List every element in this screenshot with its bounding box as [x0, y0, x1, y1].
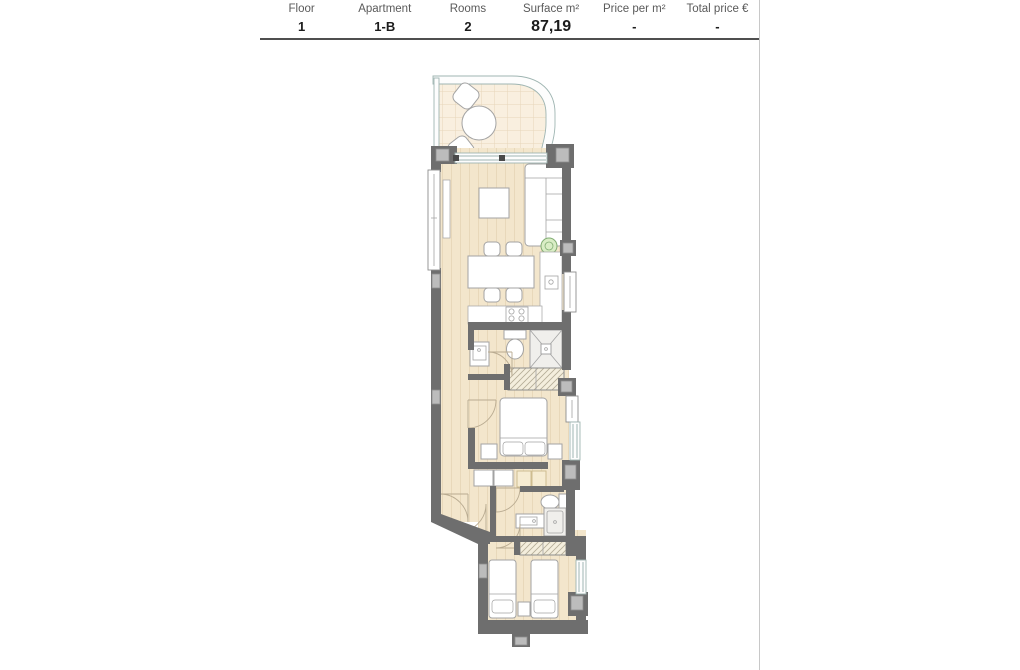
closet-cream [517, 471, 531, 487]
spec-price-m2-value: - [632, 19, 637, 34]
pillar [556, 148, 569, 162]
spec-total-price-label: Total price € [686, 3, 749, 15]
terrace-left-edge [434, 78, 439, 150]
sliding-door-handle [453, 155, 459, 161]
wall-bottom [478, 620, 588, 634]
dining-table [468, 256, 534, 288]
spec-total-price-value: - [715, 19, 720, 34]
pillar [436, 149, 449, 161]
wall-bath2-bottom [490, 536, 574, 542]
spec-price-m2-label: Price per m² [602, 3, 666, 15]
dressing-area [474, 470, 546, 487]
sideboard [443, 180, 450, 238]
pillar [571, 596, 583, 610]
wardrobe-2 [520, 540, 566, 555]
closet-white [474, 470, 493, 486]
nightstand [481, 444, 497, 459]
pillar [432, 274, 440, 288]
toilet-1-tank [504, 330, 526, 339]
coffee-table [479, 188, 509, 218]
wall-right [562, 166, 571, 244]
glazing-bedroom2 [576, 560, 586, 594]
spec-rooms-value: 2 [464, 19, 472, 34]
nightstand [518, 602, 530, 616]
spec-floor-label: Floor [288, 3, 315, 15]
pillar [563, 243, 573, 253]
pillow [534, 600, 555, 613]
pillar [432, 390, 440, 404]
toilet-1-bowl [507, 339, 524, 359]
kitchen-counter-right [540, 252, 562, 324]
wall-bedroom1-left [468, 428, 475, 466]
wall-bedroom1-bottom [468, 462, 548, 469]
wall-right-bath2 [566, 490, 575, 538]
spec-rooms-label: Rooms [449, 3, 487, 15]
wall-bath2-left [490, 486, 496, 542]
pillar [515, 637, 527, 645]
dining-chair [506, 288, 522, 302]
spec-apartment-value: 1-B [374, 19, 396, 34]
nightstand [548, 444, 562, 459]
wall-wardrobe2-stub [514, 540, 520, 555]
wall-right-bedroom2 [576, 536, 586, 562]
wall-bath1-top [468, 322, 571, 330]
spec-surface-label: Surface m² [522, 3, 580, 15]
wall-right [562, 256, 571, 274]
shower-1-drain [541, 344, 551, 354]
kitchen-counter-bottom [468, 306, 542, 324]
wall-right [562, 310, 571, 370]
pillar [561, 381, 572, 392]
plant [541, 238, 557, 254]
pillar [479, 564, 487, 578]
spec-surface-value: 87,19 [531, 18, 572, 35]
wall-wardrobe1-stub [504, 364, 510, 390]
wardrobe-1 [508, 368, 564, 390]
pillar [565, 465, 576, 479]
pillow [525, 442, 545, 455]
spec-floor-value: 1 [297, 19, 306, 34]
dining-chair [484, 288, 500, 302]
pillow [492, 600, 513, 613]
closet-cream [532, 471, 546, 487]
sofa [525, 164, 563, 246]
spec-apartment-label: Apartment [358, 3, 412, 15]
glazing-bedroom1 [570, 422, 580, 460]
wall-bath1-left [468, 330, 474, 350]
wall-bath2-top [520, 486, 564, 492]
toilet-2-bowl [541, 495, 559, 509]
wall-left-bedroom2 [478, 536, 488, 632]
sliding-door-handle [499, 155, 505, 161]
terrace-table [462, 106, 496, 140]
closet-white [494, 470, 513, 486]
dining-chair [484, 242, 500, 256]
pillow [503, 442, 523, 455]
dining-chair [506, 242, 522, 256]
wall-bath1-bottom [468, 374, 508, 380]
wall-right-bedroom2 [576, 614, 586, 622]
